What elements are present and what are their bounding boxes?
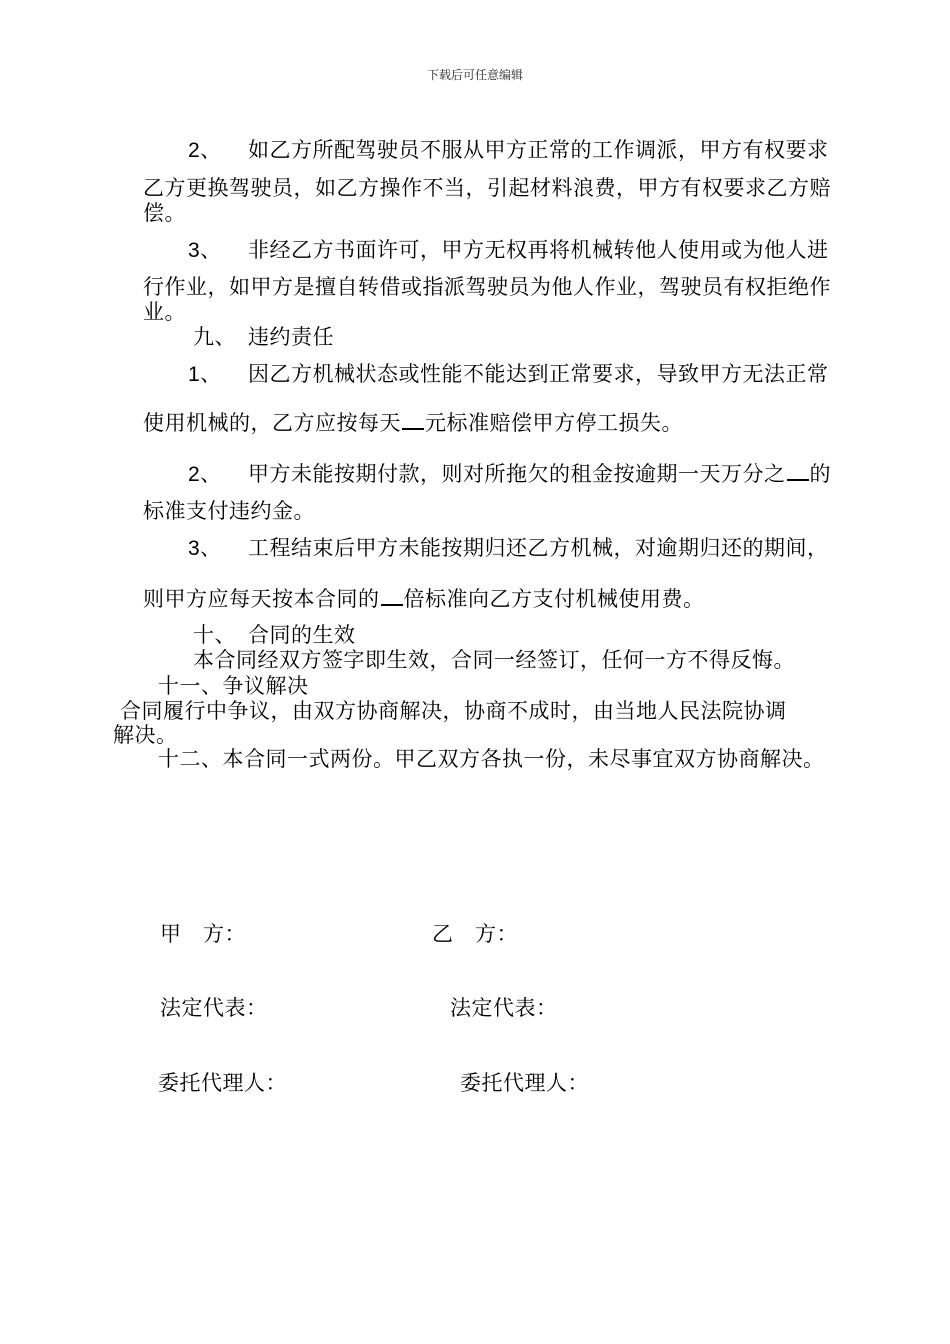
- s9-item2-line2: 标准支付违约金。: [143, 499, 315, 523]
- agent-a-label: 委托代理人：: [158, 1071, 287, 1095]
- item-number: 3、: [188, 239, 222, 262]
- s8-item3-line1: 3、 非经乙方书面许可，甲方无权再将机械转他人使用或为他人进: [188, 238, 829, 262]
- s9-item3-line1: 3、 工程结束后甲方未能按期归还乙方机械，对逾期归还的期间，: [188, 536, 829, 560]
- section-eleven-line2: 解决。: [113, 723, 178, 747]
- fill-in-blank[interactable]: [381, 586, 403, 606]
- s9-item3-line2: 则甲方应每天按本合同的 倍标准向乙方支付机械使用费。: [143, 587, 705, 611]
- fill-in-blank[interactable]: [402, 410, 424, 430]
- section-eleven-line1: 合同履行中争议，由双方协商解决，协商不成时，由当地人民法院协调: [120, 699, 787, 723]
- fill-in-blank[interactable]: [787, 461, 809, 481]
- party-a-label: 甲 方：: [160, 922, 246, 946]
- party-b-label: 乙 方：: [432, 922, 518, 946]
- section-ten-body: 本合同经双方签字即生效，合同一经签订，任何一方不得反悔。: [193, 648, 795, 672]
- s9-item1-line2: 使用机械的，乙方应按每天 元标准赔偿甲方停工损失。: [143, 411, 683, 435]
- s8-item2-line2: 乙方更换驾驶员，如乙方操作不当，引起材料浪费，甲方有权要求乙方赔: [143, 176, 831, 200]
- s9-item1-line1: 1、 因乙方机械状态或性能不能达到正常要求，导致甲方无法正常: [188, 362, 829, 386]
- s8-item2-line3: 偿。: [143, 201, 186, 225]
- item-number: 3、: [188, 537, 222, 560]
- item-number: 2、: [188, 139, 222, 162]
- section-ten-heading: 十、 合同的生效: [193, 623, 356, 647]
- s8-item3-line2: 行作业，如甲方是擅自转借或指派驾驶员为他人作业，驾驶员有权拒绝作: [143, 275, 831, 299]
- legal-rep-b-label: 法定代表：: [450, 996, 558, 1020]
- section-eleven-heading: 十一、争议解决: [158, 674, 309, 698]
- s8-item3-line3: 业。: [143, 300, 186, 324]
- section-twelve: 十二、本合同一式两份。甲乙双方各执一份，未尽事宜双方协商解决。: [158, 747, 825, 771]
- section-nine-heading: 九、 违约责任: [193, 325, 334, 349]
- page-header: 下载后可任意编辑: [426, 68, 523, 82]
- agent-b-label: 委托代理人：: [460, 1071, 589, 1095]
- item-number: 2、: [188, 463, 222, 486]
- item-number: 1、: [188, 363, 222, 386]
- s8-item2-line1: 2、 如乙方所配驾驶员不服从甲方正常的工作调派，甲方有权要求: [188, 138, 829, 162]
- legal-rep-a-label: 法定代表：: [160, 996, 268, 1020]
- s9-item2-line1: 2、 甲方未能按期付款，则对所拖欠的租金按逾期一天万分之 的: [188, 462, 831, 486]
